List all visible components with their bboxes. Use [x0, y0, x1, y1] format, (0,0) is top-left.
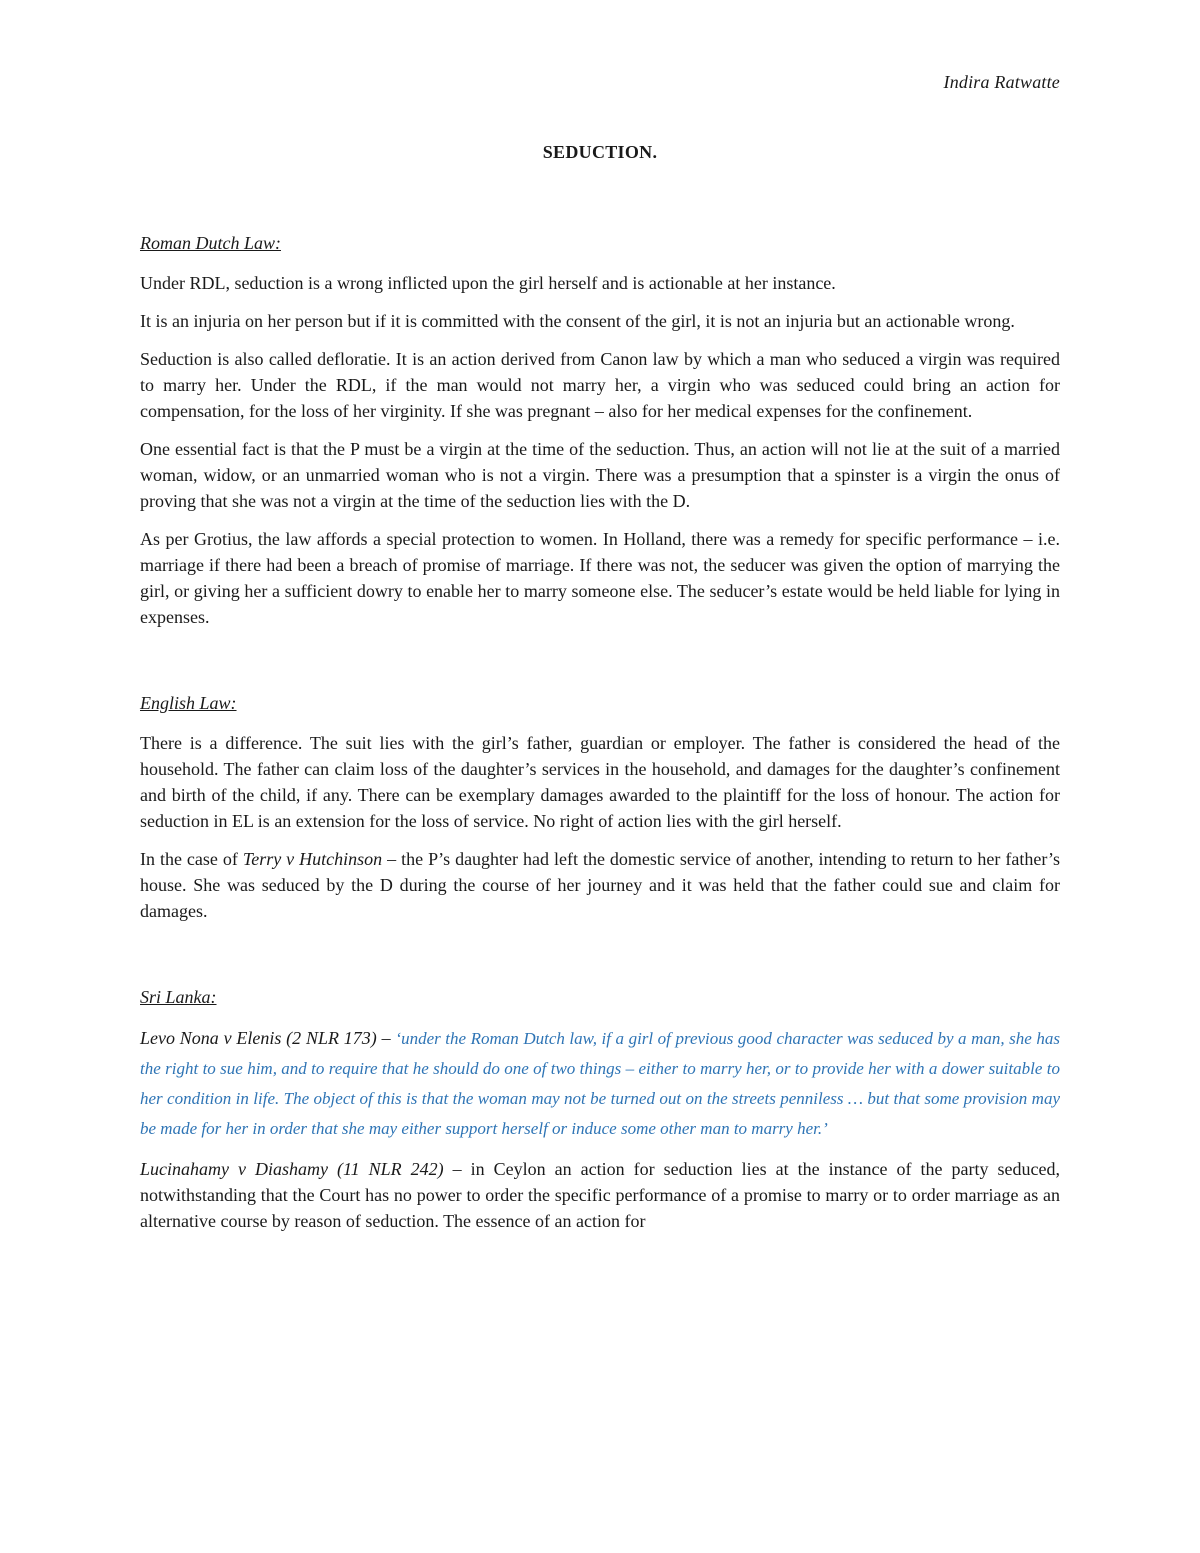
- paragraph: Under RDL, seduction is a wrong inflicted upon the girl herself and is actionable at her instance.: [140, 273, 836, 293]
- document-title: SEDUCTION.: [542, 142, 658, 162]
- text: In the case of: [140, 849, 243, 869]
- paragraph: There is a difference. The suit lies with the girl’s father, guardian or employer. The father is considered the head of the household. The father can claim loss of the daughter’s services in the household, and damages for the daughter’s confinement and birth of the child, if any. There can be exemplary damages awarded to the plaintiff for the loss of honour. The action for seduction in EL is an extension for the loss of service. No right of action lies with the girl herself.: [140, 733, 1060, 831]
- paragraph: It is an injuria on her person but if it is committed with the consent of the girl, it is not an injuria but an actionable wrong.: [140, 311, 1015, 331]
- section-heading-roman-dutch: Roman Dutch Law:: [140, 233, 281, 253]
- section-heading-sri-lanka: Sri Lanka:: [140, 987, 217, 1007]
- case-quote: ‘under the Roman Dutch law, if a girl of previous good character was seduced by a man, she has the right to sue him, and to require that he should do one of two things – either to marry her, or to provide her with a dower suitable to her condition in life. The object of this is that the woman may not be turned out on the streets penniless … but that some provision may be made for her in order that she may either support herself or induce some other man to marry her.’: [140, 1029, 1060, 1138]
- section-spacer: [140, 936, 1060, 984]
- case-name: Lucinahamy v Diashamy (11 NLR 242): [140, 1159, 444, 1179]
- text: – in Ceylon an action for seduction lies at the instance of the party seduced, notwithstanding that the Court has no power to order the specific performance of a promise to marry or to order marriage as an alternative course by reason of seduction. The essence of an action for: [140, 1159, 1060, 1231]
- paragraph-terry-case: [140, 846, 1060, 924]
- paragraph-lucinahamy-case: [140, 1156, 1060, 1234]
- case-name: Terry v Hutchinson: [242, 849, 383, 869]
- text: – the P’s daughter had left the domestic service of another, intending to return to her father’s house. She was seduced by the D during the course of her journey and it was held that the father could sue and claim for damages.: [140, 849, 1060, 921]
- author-name: Indira Ratwatte: [943, 72, 1060, 92]
- paragraph: Seduction is also called defloratie. It is an action derived from Canon law by which a man who seduced a virgin was required to marry her. Under the RDL, if the man would not marry her, a virgin who was seduced could bring an action for compensation, for the loss of her virginity. If she was pregnant – also for her medical expenses for the confinement.: [140, 349, 1060, 421]
- section-spacer: [140, 642, 1060, 690]
- case-name: Levo Nona v Elenis (2 NLR 173): [140, 1028, 377, 1048]
- paragraph: As per Grotius, the law affords a special protection to women. In Holland, there was a remedy for specific performance – i.e. marriage if there had been a breach of promise of marriage. If there was not, the seducer was given the option of marrying the girl, or giving her a sufficient dowry to enable her to marry someone else. The seducer’s estate would be held liable for lying in expenses.: [140, 529, 1060, 627]
- paragraph-levo-nona-case: [140, 1024, 1060, 1144]
- paragraph: One essential fact is that the P must be a virgin at the time of the seduction. Thus, an action will not lie at the suit of a married woman, widow, or an unmarried woman who is not a virgin. There was a presumption that a spinster is a virgin the onus of proving that she was not a virgin at the time of the seduction lies with the D.: [140, 439, 1060, 511]
- section-heading-english: English Law:: [140, 693, 237, 713]
- document-body: [140, 230, 1060, 1246]
- text: –: [376, 1028, 396, 1048]
